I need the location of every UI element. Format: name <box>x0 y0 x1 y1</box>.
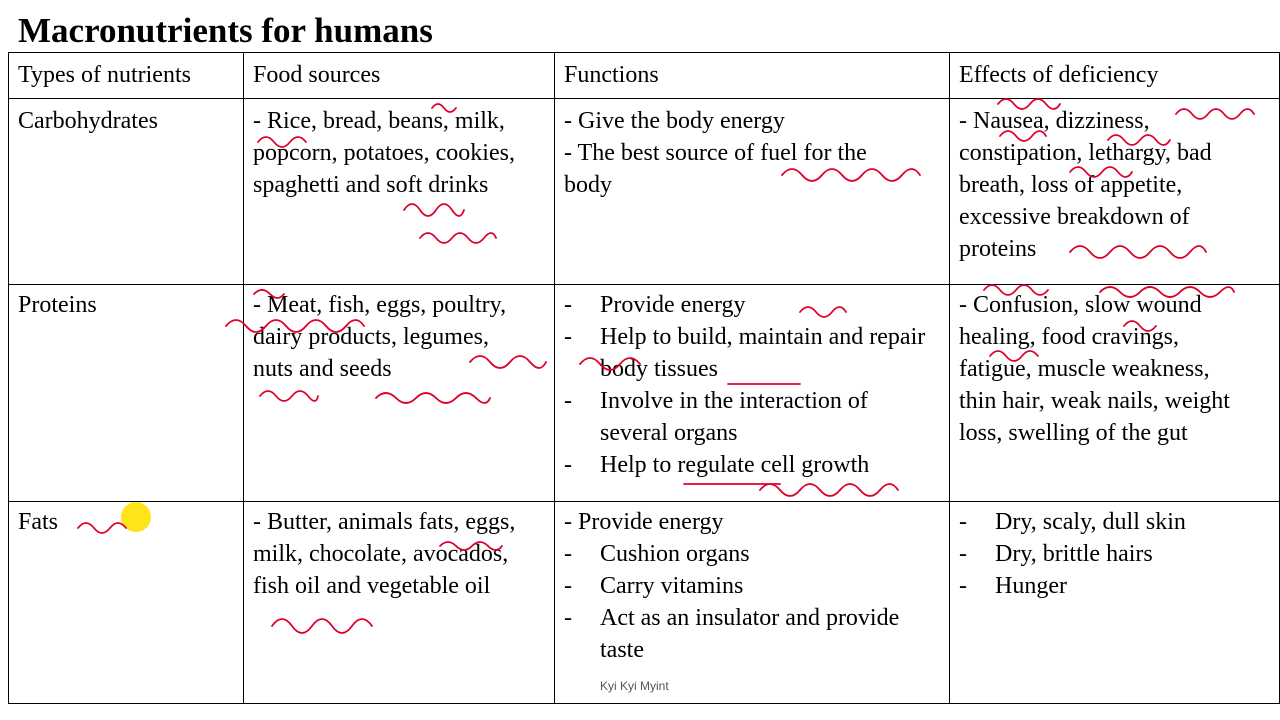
nutrient-type-cell: Fats <box>9 502 244 704</box>
table-row <box>9 285 1280 502</box>
bullet-dash: - <box>564 541 572 567</box>
cell-line: fatigue, muscle weakness, <box>959 356 1210 382</box>
header-cell: Types of nutrients <box>9 53 244 99</box>
bullet-text: Dry, brittle hairs <box>995 541 1153 567</box>
cell-line: constipation, lethargy, bad <box>959 140 1212 166</box>
nutrient-type-cell: Proteins <box>9 285 244 502</box>
bullet-dash: - <box>564 292 572 318</box>
cell-line: milk, chocolate, avocados, <box>253 541 509 567</box>
cell-line: - Nausea, dizziness, <box>959 108 1150 134</box>
bullet-item <box>959 506 1270 538</box>
bullet-item <box>959 570 1270 602</box>
bullet-list <box>564 289 940 481</box>
bullet-dash: - <box>564 605 572 631</box>
deficiency-effects-cell <box>950 502 1280 704</box>
cell-line: - The best source of fuel for the <box>564 140 867 166</box>
cell-line: spaghetti and soft drinks <box>253 172 489 198</box>
cell-line: - Meat, fish, eggs, poultry, <box>253 292 507 318</box>
bullet-dash: - <box>959 509 967 535</box>
bullet-text: Involve in the interaction of several organs <box>600 388 868 446</box>
functions-cell <box>555 285 950 502</box>
bullet-text: Dry, scaly, dull skin <box>995 509 1186 535</box>
bullet-item <box>564 289 940 321</box>
cell-line: popcorn, potatoes, cookies, <box>253 140 515 166</box>
macronutrients-table <box>8 52 1280 704</box>
bullet-item <box>564 321 940 385</box>
cell-line: excessive breakdown of <box>959 204 1190 230</box>
food-sources-cell <box>244 502 555 704</box>
bullet-item <box>564 602 940 666</box>
bullet-text: Act as an insulator and provide taste <box>600 605 900 663</box>
cell-line: body <box>564 172 612 198</box>
food-sources-cell <box>244 99 555 285</box>
bullet-text: Carry vitamins <box>600 573 744 599</box>
deficiency-effects-cell <box>950 99 1280 285</box>
cell-line: nuts and seeds <box>253 356 392 382</box>
cell-line: fish oil and vegetable oil <box>253 573 491 599</box>
bullet-text: Cushion organs <box>600 541 750 567</box>
bullet-dash: - <box>959 541 967 567</box>
cell-line: - Provide energy <box>564 509 724 535</box>
table-row <box>9 502 1280 704</box>
cell-line: - Confusion, slow wound <box>959 292 1202 318</box>
bullet-list <box>959 506 1270 602</box>
bullet-dash: - <box>564 452 572 478</box>
cell-line: thin hair, weak nails, weight <box>959 388 1230 414</box>
cell-line: - Give the body energy <box>564 108 785 134</box>
bullet-item <box>564 570 940 602</box>
table-row <box>9 99 1280 285</box>
bullet-list <box>564 538 940 666</box>
bullet-item <box>564 449 940 481</box>
bullet-dash: - <box>564 324 572 350</box>
cell-line: loss, swelling of the gut <box>959 420 1188 446</box>
page-title: Macronutrients for humans <box>18 11 433 50</box>
deficiency-effects-cell <box>950 285 1280 502</box>
cell-line: healing, food cravings, <box>959 324 1179 350</box>
bullet-dash: - <box>959 573 967 599</box>
functions-cell <box>555 502 950 704</box>
cell-line: - Rice, bread, beans, milk, <box>253 108 505 134</box>
functions-cell <box>555 99 950 285</box>
food-sources-cell <box>244 285 555 502</box>
bullet-text: Help to build, maintain and repair body tissues <box>600 324 926 382</box>
bullet-item <box>564 538 940 570</box>
bullet-dash: - <box>564 388 572 414</box>
table-header-row <box>9 53 1280 99</box>
bullet-item <box>564 385 940 449</box>
header-cell: Food sources <box>244 53 555 99</box>
bullet-item <box>959 538 1270 570</box>
bullet-text: Help to regulate cell growth <box>600 452 870 478</box>
nutrient-type-cell: Carbohydrates <box>9 99 244 285</box>
author-credit: Kyi Kyi Myint <box>600 679 669 693</box>
cell-line: - Butter, animals fats, eggs, <box>253 509 516 535</box>
header-cell: Functions <box>555 53 950 99</box>
cell-line: breath, loss of appetite, <box>959 172 1183 198</box>
header-cell: Effects of deficiency <box>950 53 1280 99</box>
bullet-text: Provide energy <box>600 292 746 318</box>
bullet-dash: - <box>564 573 572 599</box>
cell-line: dairy products, legumes, <box>253 324 489 350</box>
cell-line: proteins <box>959 236 1037 262</box>
bullet-text: Hunger <box>995 573 1067 599</box>
